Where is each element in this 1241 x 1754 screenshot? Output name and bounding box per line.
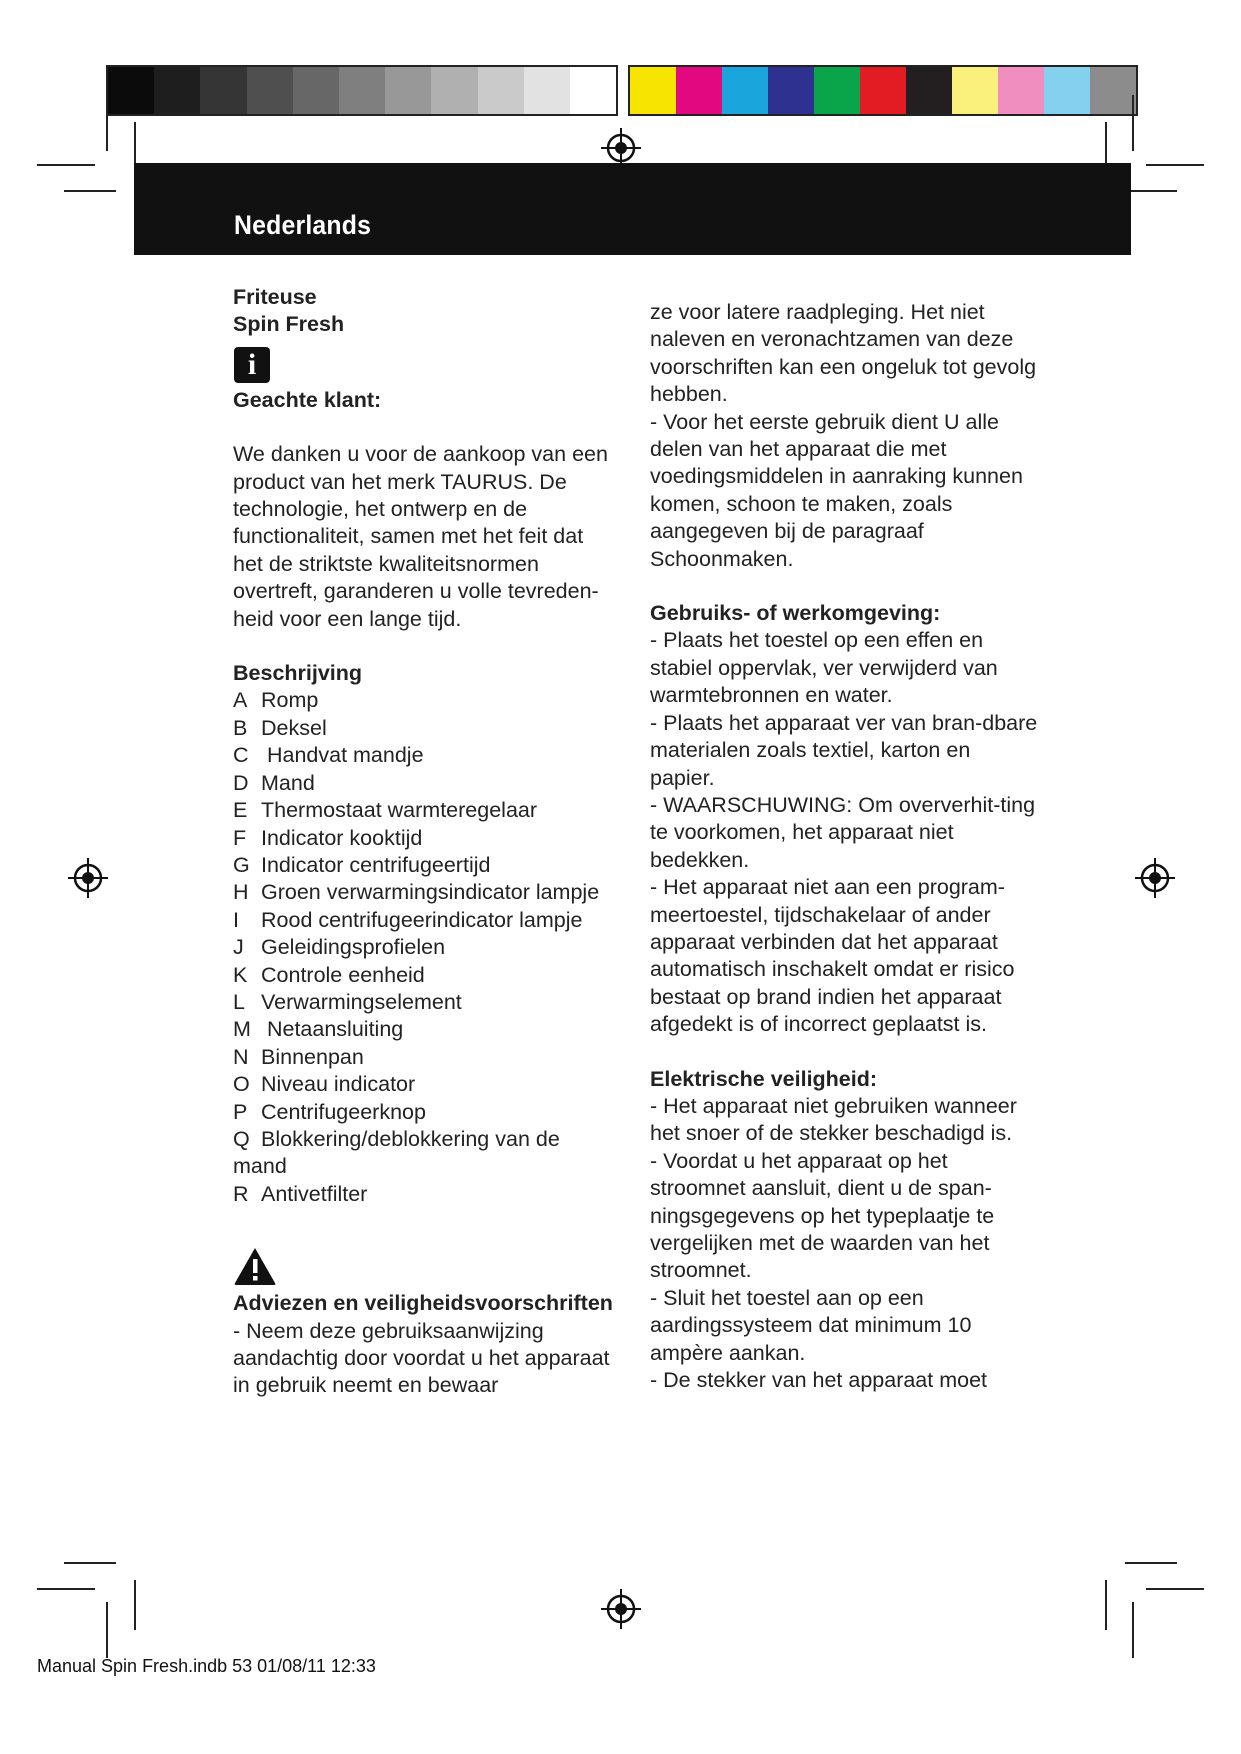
description-item-letter: F	[233, 825, 247, 850]
description-item-text: Verwarmingselement	[261, 989, 462, 1014]
calibration-swatch	[952, 67, 998, 114]
crop-mark	[1146, 164, 1204, 166]
left-column	[233, 284, 618, 1400]
electrical-item: - Het apparaat niet gebruiken wanneer het snoer of de stekker beschadigd is.	[650, 1093, 1017, 1146]
calibration-swatch	[524, 67, 570, 114]
description-item-letter: G	[233, 852, 250, 877]
environment-item: - WAARSCHUWING: Om oververhit-ting te voorkomen, het apparaat niet bedekken.	[650, 792, 1036, 872]
electrical-item: - Sluit het toestel aan op een aardingssysteem dat minimum 10 ampère aankan.	[650, 1285, 972, 1365]
description-item-letter: N	[233, 1044, 249, 1069]
electrical-heading: Elektrische veiligheid:	[650, 1066, 878, 1091]
description-item	[233, 1016, 618, 1043]
calibration-swatch	[814, 67, 860, 114]
first-use-paragraph: - Voor het eerste gebruik dient U alle delen van het apparaat die met voedingsmiddelen in aanraking kunnen komen, schoon te maken, zoals aangegeven bij de paragraaf Schoonmaken.	[650, 409, 1023, 571]
calibration-swatch	[998, 67, 1044, 114]
calibration-swatch	[339, 67, 385, 114]
crop-mark	[64, 1562, 116, 1564]
description-item	[233, 742, 618, 769]
description-item-text: Rood centrifugeerindicator lampje	[261, 907, 583, 932]
description-item	[233, 852, 618, 879]
environment-item: - Plaats het apparaat ver van bran-dbare materialen zoals textiel, karton en papier.	[650, 710, 1038, 790]
right-column	[650, 299, 1040, 1394]
safety-continued-paragraph: ze voor latere raadpleging. Het niet naleven en veronachtzamen van deze voorschriften kan een ongeluk tot gevolg hebben.	[650, 300, 1037, 407]
description-item-text: Centrifugeerknop	[261, 1099, 426, 1124]
description-item	[233, 962, 618, 989]
crop-mark	[64, 190, 116, 192]
calibration-swatch	[1044, 67, 1090, 114]
language-title: Nederlands	[234, 210, 372, 240]
registration-mark-icon	[68, 858, 108, 898]
info-icon: i	[234, 347, 270, 383]
calibration-swatch	[1090, 67, 1136, 114]
description-item-letter: J	[233, 935, 244, 960]
environment-item: - Het apparaat niet aan een program-meertoestel, tijdschakelaar of ander apparaat verbinden dat het apparaat automatisch inschakelt omdat er risico bestaat op brand indien het apparaat afgedekt is of incorrect geplaatst is.	[650, 875, 1015, 1037]
description-item-text: Controle eenheid	[261, 962, 425, 987]
description-item-text: Groen verwarmingsindicator lampje	[261, 880, 600, 905]
description-item	[233, 934, 618, 961]
calibration-swatch	[676, 67, 722, 114]
crop-mark	[1132, 1602, 1134, 1658]
calibration-swatch	[200, 67, 246, 114]
description-item-letter: I	[233, 907, 239, 932]
description-item-letter: B	[233, 715, 248, 740]
calibration-swatch	[478, 67, 524, 114]
description-item-text: Mand	[261, 770, 315, 795]
crop-mark	[1132, 95, 1134, 151]
description-item-text: Deksel	[261, 715, 327, 740]
warning-icon	[233, 1246, 277, 1286]
description-item	[233, 1126, 618, 1181]
product-type: Friteuse	[233, 285, 317, 309]
product-name: Spin Fresh	[233, 312, 345, 337]
print-slug: Manual Spin Fresh.indb 53 01/08/11 12:33	[37, 1656, 376, 1676]
registration-mark-icon	[1135, 858, 1175, 898]
grayscale-calibration-bar	[106, 65, 618, 116]
intro-paragraph: We danken u voor de aankoop van een product van het merk TAURUS. De technologie, het ontwerp en de functionaliteit, samen met het feit dat het de striktste kwaliteitsnormen overtreft, garanderen u volle tevreden-heid voor een lange tijd.	[233, 442, 608, 631]
electrical-item: - Voordat u het apparaat op het stroomnet aansluit, dient u de span-ningsgegevens op het typeplaatje te vergelijken met de waarden van het stroomnet.	[650, 1148, 995, 1283]
description-item-text: Handvat mandje	[261, 743, 424, 768]
description-item-letter: L	[233, 989, 245, 1014]
description-item-text: Niveau indicator	[261, 1072, 416, 1097]
calibration-swatch	[860, 67, 906, 114]
calibration-swatch	[630, 67, 676, 114]
registration-mark-icon	[601, 1589, 641, 1629]
environment-heading: Gebruiks- of werkomgeving:	[650, 601, 941, 626]
electrical-list	[650, 1093, 1040, 1394]
description-item	[233, 715, 618, 742]
crop-mark	[1125, 190, 1177, 192]
calibration-swatch	[768, 67, 814, 114]
description-item-text: Thermostaat warmteregelaar	[261, 798, 538, 823]
description-item	[233, 879, 618, 906]
description-item-text: Blokkering/deblokkering van de mand	[233, 1126, 566, 1179]
calibration-swatch	[906, 67, 952, 114]
crop-mark	[1146, 1588, 1204, 1590]
electrical-item: - De stekker van het apparaat moet	[650, 1368, 988, 1393]
color-calibration-bar	[628, 65, 1138, 116]
environment-item: - Plaats het toestel op een effen en stabiel oppervlak, ver verwijderd van warmtebronnen en water.	[650, 628, 998, 708]
description-item-letter: D	[233, 770, 249, 795]
crop-mark	[106, 1602, 108, 1658]
description-item-text: Indicator centrifugeertijd	[261, 852, 491, 877]
description-item-letter: H	[233, 880, 249, 905]
crop-mark	[37, 1588, 95, 1590]
description-item	[233, 1044, 618, 1071]
crop-mark	[134, 1580, 136, 1630]
registration-mark-icon	[601, 128, 641, 168]
description-item-text: Antivetfilter	[261, 1181, 368, 1206]
safety-paragraph: - Neem deze gebruiksaanwijzing aandachtig door voordat u het apparaat in gebruik neemt en bewaar	[233, 1318, 610, 1398]
description-item	[233, 1181, 618, 1208]
calibration-swatch	[293, 67, 339, 114]
description-heading: Beschrijving	[233, 661, 363, 686]
description-item-text: Geleidingsprofielen	[261, 935, 446, 960]
description-item-text: Romp	[261, 688, 319, 713]
description-item-text: Netaansluiting	[261, 1017, 404, 1042]
safety-heading: Adviezen en veiligheidsvoorschriften	[233, 1291, 613, 1316]
calibration-swatch	[108, 67, 154, 114]
environment-list	[650, 627, 1040, 1038]
description-item	[233, 770, 618, 797]
description-item	[233, 1071, 618, 1098]
description-item-letter: E	[233, 798, 248, 823]
description-item-letter: R	[233, 1181, 249, 1206]
description-item-letter: P	[233, 1099, 248, 1124]
description-item	[233, 825, 618, 852]
description-item	[233, 797, 618, 824]
description-item-letter: O	[233, 1072, 250, 1097]
description-item	[233, 1099, 618, 1126]
description-item-text: Indicator kooktijd	[261, 825, 423, 850]
description-item-letter: Q	[233, 1126, 250, 1151]
crop-mark	[1125, 1562, 1177, 1564]
description-item-letter: C	[233, 743, 249, 768]
crop-mark	[37, 164, 95, 166]
description-item-letter: M	[233, 1017, 251, 1042]
description-list	[233, 687, 618, 1208]
calibration-swatch	[154, 67, 200, 114]
calibration-swatch	[722, 67, 768, 114]
greeting-heading: Geachte klant:	[233, 387, 382, 412]
calibration-swatch	[247, 67, 293, 114]
description-item	[233, 907, 618, 934]
description-item-letter: K	[233, 962, 248, 987]
crop-mark	[106, 95, 108, 151]
description-item-letter: A	[233, 688, 248, 713]
calibration-swatch	[431, 67, 477, 114]
language-header-band	[134, 163, 1131, 255]
calibration-swatch	[570, 67, 616, 114]
description-item-text: Binnenpan	[261, 1044, 364, 1069]
calibration-swatch	[385, 67, 431, 114]
crop-mark	[1105, 1580, 1107, 1630]
description-item	[233, 989, 618, 1016]
description-item	[233, 687, 618, 714]
